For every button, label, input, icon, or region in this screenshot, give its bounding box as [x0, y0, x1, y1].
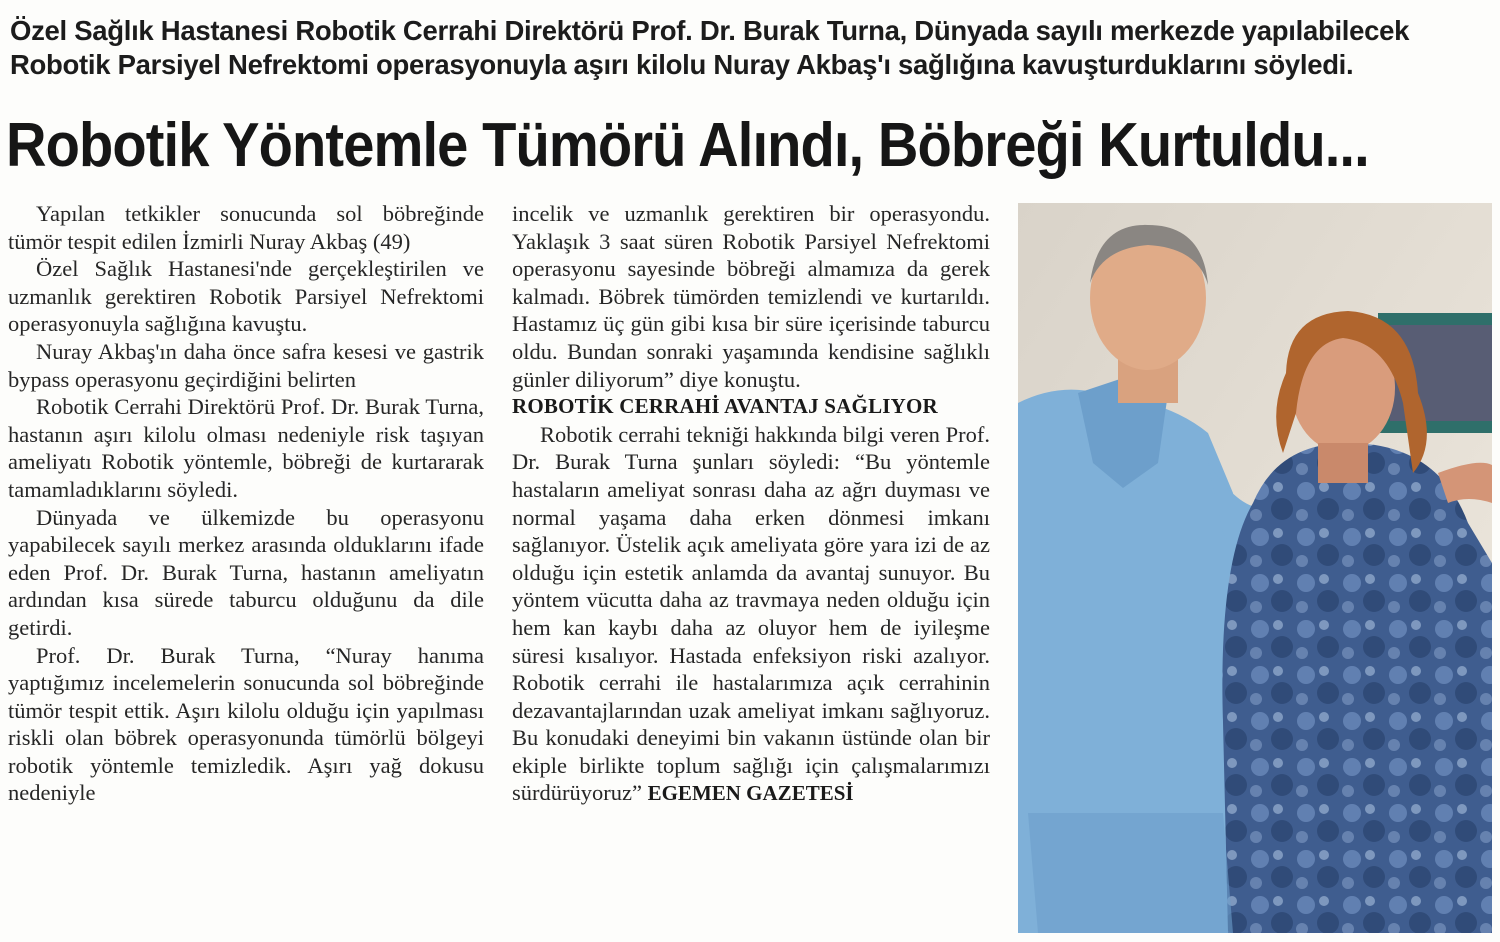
paragraph: Yapılan tetkikler sonucunda sol böbreğinde tümör tespit edilen İzmirli Nuray Akbaş (49) [8, 201, 484, 254]
paragraph-text: Robotik cerrahi tekniği hakkında bilgi veren Prof. Dr. Burak Turna şunları söyledi: “Bu yöntemle hastaların ameliyat sonrası daha az ağrı duyması ve normal yaşama daha erken dönmesi imkanı sağlanıyor. Üstelik açık ameliyata göre yara izi de az olduğu için estetik anlamda da avantaj sunuyor. Bu yöntem vücutta daha az travmaya neden olduğu için hem kan kaybı daha az oluyor hem de iyileşme süresi kısalıyor. Hastada enfeksiyon riski azalıyor. Robotik cerrahi ile hastalarımıza açık cerrahinin dezavantajlarından uzak ameliyat imkanı sağlıyoruz. Bu konudaki deneyimi bin vakanın üstünde olan bir ekiple birlikte toplum sağlığı için çalışmalarımızı sürdürüyoruz” [512, 421, 990, 806]
paragraph: Dünyada ve ülkemizde bu operasyonu yapabilecek sayılı merkez arasında olduklarını ifade eden Prof. Dr. Burak Turna, hastanın ameliyatın ardından kısa sürede taburcu olduğunu da dile getirdi. [8, 504, 484, 640]
paragraph: Prof. Dr. Burak Turna, “Nuray hanıma yaptığımız incelemelerin sonucunda sol böbreğinde tümör tespit ettik. Aşırı kilolu olduğu için yapılması riskli olan böbrek operasyonunda tümörlü bölgeyi robotik yöntemle temizledik. Aşırı yağ dokusu nedeniyle [8, 642, 484, 806]
kicker-line-1: Özel Sağlık Hastanesi Robotik Cerrahi Direktörü Prof. Dr. Burak Turna, Dünyada sayılı merkezde yapılabilecek [10, 15, 1410, 46]
article-kicker [10, 14, 1492, 82]
paragraph: Özel Sağlık Hastanesi'nde gerçekleştirilen ve uzmanlık gerektiren Robotik Parsiyel Nefrektomi operasyonuyla sağlığına kavuştu. [8, 256, 484, 337]
paragraph [512, 421, 990, 808]
article-photo [1018, 203, 1492, 933]
kicker-line-2: Robotik Parsiyel Nefrektomi operasyonuyla aşırı kilolu Nuray Akbaş'ı sağlığına kavuşturduklarını söyledi. [10, 49, 1354, 80]
paragraph: Robotik Cerrahi Direktörü Prof. Dr. Burak Turna, hastanın aşırı kilolu olması nedeniyle risk taşıyan ameliyatı Robotik yöntemle, böbreği de kurtararak tamamladıklarını söyledi. [8, 394, 484, 502]
source-credit: EGEMEN GAZETESİ [647, 781, 854, 806]
article-headline: Robotik Yöntemle Tümörü Alındı, Böbreği Kurtuldu... [6, 111, 1369, 180]
paragraph: incelik ve uzmanlık gerektiren bir operasyondu. Yaklaşık 3 saat süren Robotik Parsiyel Nefrektomi operasyonu sayesinde böbreği almamıza da gerek kalmadı. Böbrek tümörden temizlendi ve kurtarıldı. Hastamız üç gün gibi kısa bir süre içerisinde taburcu oldu. Bundan sonraki yaşamında kendisine sağlıklı günler diliyorum” diye konuştu. [512, 201, 990, 392]
section-subheading: ROBOTİK CERRAHİ AVANTAJ SAĞLIYOR [512, 394, 938, 419]
text-column-1 [8, 200, 484, 807]
paragraph: Nuray Akbaş'ın daha önce safra kesesi ve gastrik bypass operasyonu geçirdiğini belirten [8, 338, 484, 392]
text-column-2 [512, 200, 990, 808]
photo-illustration [1018, 203, 1492, 933]
patient-dress [1222, 443, 1492, 933]
